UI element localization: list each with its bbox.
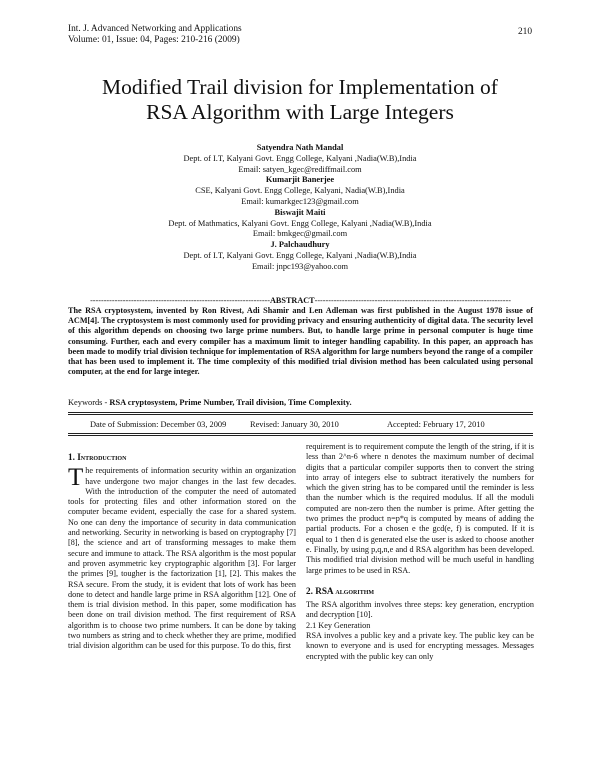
author-email: Email: jnpc193@yahoo.com — [251, 261, 349, 271]
left-column — [68, 452, 296, 652]
title-line-2: RSA Algorithm with Large Integers — [146, 100, 454, 124]
author-block — [60, 143, 540, 273]
section-title: RSA algorithm — [315, 585, 375, 596]
author-email: Email: bmkgec@gmail.com — [252, 229, 348, 239]
keywords — [68, 398, 352, 407]
author-name: Biswajit Maiti — [274, 207, 326, 217]
subsection-heading: 2.1 Key Generation — [306, 620, 371, 630]
intro-paragraph — [68, 466, 296, 651]
author-email: Email: satyen_kgec@rediffmail.com — [238, 164, 362, 174]
author-affiliation: Dept. of I.T, Kalyani Govt. Engg College, Kalyani ,Nadia(W.B),India — [183, 250, 417, 260]
intro-continuation: requirement is to requirement compute the length of the string, if it is less than 2^n-6 where n denotes the maximum number of decimal digits that a particular compiler supports then to convert the string into array of integers else to subtract iteratively the numbers for which the given string has to be compared until the reminder is less than the number which is the required modulus. If all the moduli computed are non-zero then the number is prime. After getting the two primes the product n=p*q is computed by means of adding the partial products. For a chosen e the gcd(e, f) is computed. If it is equal to 1 then d is generated else the user is asked to choose another e. Finally, by using p,q,n,e and d RSA algorithm has been developed. This modified trial division method will be much useful in handling large primes to be used in RSA. — [306, 442, 534, 575]
section2-intro: The RSA algorithm involves three steps: key generation, encryption and decryption [10]. — [306, 600, 534, 620]
journal-name: Int. J. Advanced Networking and Applications — [68, 24, 242, 34]
section-heading — [306, 586, 534, 596]
section-title: Introduction — [77, 452, 127, 462]
author-affiliation: Dept. of Mathmatics, Kalyani Govt. Engg College, Kalyani ,Nadia(W.B),India — [168, 218, 432, 228]
accepted-date: Accepted: February 17, 2010 — [387, 420, 485, 429]
title-line-1: Modified Trail division for Implementation of — [102, 75, 498, 99]
divider — [68, 435, 533, 436]
abstract-label: ABSTRACT — [270, 296, 315, 305]
running-header — [68, 24, 242, 46]
abstract-heading-line: ------------------------------------------------------------------ABSTRACT------------------------------------------------------------------------ — [90, 296, 511, 305]
section-number: 2. — [306, 585, 316, 596]
author-affiliation: CSE, Kalyani Govt. Engg College, Kalyani, Nadia(W.B),India — [195, 186, 405, 196]
page-number: 210 — [517, 27, 532, 37]
author-affiliation: Dept. of I.T, Kalyani Govt. Engg College, Kalyani ,Nadia(W.B),India — [183, 153, 417, 163]
section-number: 1. — [68, 452, 78, 462]
drop-cap: T — [68, 464, 84, 492]
revised-date: Revised: January 30, 2010 — [250, 420, 339, 429]
paper-title — [40, 75, 560, 125]
divider — [68, 412, 533, 413]
submission-date: Date of Submission: December 03, 2009 — [90, 420, 227, 429]
divider — [68, 414, 533, 415]
abstract-text: The RSA cryptosystem, invented by Ron Rivest, Adi Shamir and Len Adleman was first published in the August 1978 issue of ACM[4]. The cryptosystem is most commonly used for providing privacy and ensuring authenticity of digital data. The security level of this algorithm depends on choosing two large prime numbers. But, to handle large prime in personal computer is huge time consuming. Further, each and every compiler has a maximum limit to integer handling capability. In this paper, an approach has been made to modify trial division technique for implementation of RSA algorithm for large numbers beyond the range of a compiler that has been used to implement it. The time complexity of this modified trial division method has been calculated using personal computer, at the end for large integer. — [68, 306, 533, 377]
author-name: Satyendra Nath Mandal — [256, 143, 344, 152]
journal-volume: Volume: 01, Issue: 04, Pages: 210-216 (2009) — [68, 35, 240, 45]
author-email: Email: kumarkgec123@gmail.com — [241, 196, 359, 206]
keywords-text: RSA cryptosystem, Prime Number, Trail division, Time Complexity. — [109, 398, 352, 407]
right-column — [306, 442, 534, 662]
subsection-text: RSA involves a public key and a private key. The public key can be known to everyone and is used for encrypting messages. Messages encrypted with the public key can only — [306, 631, 534, 661]
author-name: Kumarjit Banerjee — [265, 175, 335, 185]
intro-text: he requirements of information security within an organization have undergone two major changes in the last few decades. With the introduction of the computer the need of automated tools for protecting files and other information stored on the computer became evident, especially the case for a shared system. No one can deny the importance of security in data communication and networking. Security in networking is based on cryptography [7] [8], the science and art of transforming messages to make them secure and immune to attack. The RSA algorithm is the most popular and proven asymmetric key cryptographic algorithm [3]. For larger the primes [9], tougher is the factorization [1], [2]. This makes the RSA secure. From the study, it is evident that lots of work has been done to detect and handle large prime in RSA algorithm [12]. One of them is trial division method. In this paper, some modification has been done on trail division method. The first requirement of RSA algorithm is to choose two prime numbers. It can be done by taking two numbers as string and to check whether they are prime, modified trial division algorithm can be used for this purpose. To do this, first — [68, 466, 296, 651]
section-heading — [68, 452, 296, 462]
keywords-label: Keywords - — [68, 398, 108, 407]
divider — [68, 433, 533, 434]
author-name: J. Palchaudhury — [270, 240, 330, 250]
